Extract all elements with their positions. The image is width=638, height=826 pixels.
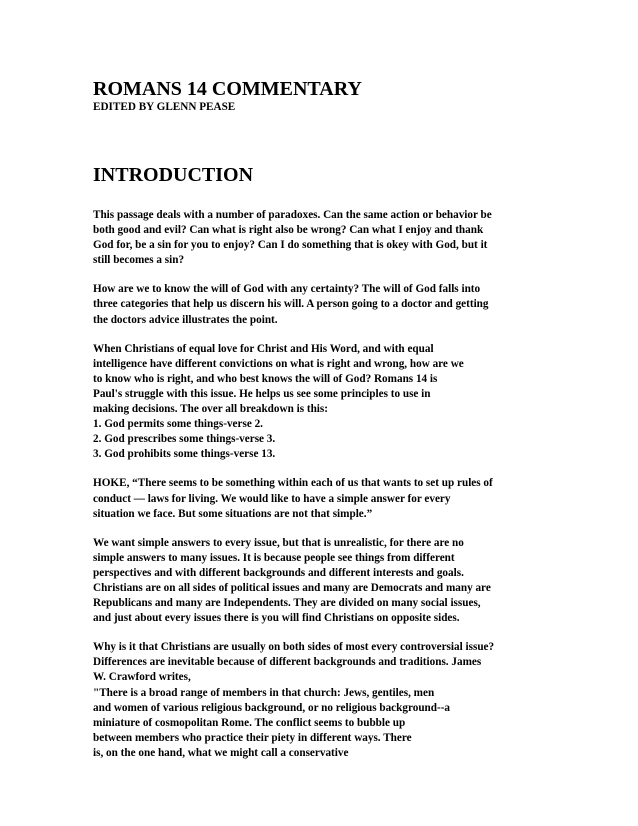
section-heading-introduction: INTRODUCTION xyxy=(93,164,254,186)
text-line: and just about every issues there is you will find Christians on opposite sides. xyxy=(93,612,460,625)
text-line: the doctors advice illustrates the point. xyxy=(93,313,278,326)
text-line: How are we to know the will of God with any certainty? The will of God falls into xyxy=(93,283,481,296)
list-item: 2. God prescribes some things-verse 3. xyxy=(93,433,276,446)
text-line: three categories that help us discern his will. A person going to a doctor and getting xyxy=(93,298,489,311)
text-line: simple answers to many issues. It is because people see things from different xyxy=(93,551,455,564)
text-line: Differences are inevitable because of different backgrounds and traditions. James xyxy=(93,656,482,669)
text-line: When Christians of equal love for Christ and His Word, and with equal xyxy=(93,342,434,355)
text-line: intelligence have different convictions on what is right and wrong, how are we xyxy=(93,357,464,370)
quote-line: is, on the one hand, what we might call a conservative xyxy=(93,746,349,759)
text-line: HOKE, “There seems to be something within each of us that wants to set up rules of xyxy=(93,477,493,490)
text-line: Paul's struggle with this issue. He helps us see some principles to use in xyxy=(93,387,431,400)
text-line: still becomes a sin? xyxy=(93,254,185,267)
paragraph xyxy=(93,208,553,268)
quote-line: and women of various religious background, or no religious background--a xyxy=(93,701,451,714)
text-line: Republicans and many are Independents. They are divided on many social issues, xyxy=(93,597,481,610)
document-title: ROMANS 14 COMMENTARY xyxy=(93,78,362,100)
text-line: Christians are on all sides of political issues and many are Democrats and many are xyxy=(93,581,491,594)
quote-line: between members who practice their piety in different ways. There xyxy=(93,731,412,744)
quote-line: "There is a broad range of members in that church: Jews, gentiles, men xyxy=(93,686,435,699)
document-subtitle: EDITED BY GLENN PEASE xyxy=(93,101,236,113)
text-line: to know who is right, and who best knows the will of God? Romans 14 is xyxy=(93,372,438,385)
paragraph xyxy=(93,640,553,761)
text-line: both good and evil? Can what is right also be wrong? Can what I enjoy and thank xyxy=(93,224,484,237)
list-item: 3. God prohibits some things-verse 13. xyxy=(93,448,276,461)
paragraph xyxy=(93,536,553,627)
text-line: situation we face. But some situations are not that simple.” xyxy=(93,507,373,520)
list-item: 1. God permits some things-verse 2. xyxy=(93,418,263,431)
text-line: Why is it that Christians are usually on both sides of most every controversial issue? xyxy=(93,641,495,654)
text-line: This passage deals with a number of paradoxes. Can the same action or behavior be xyxy=(93,209,492,221)
quote-line: miniature of cosmopolitan Rome. The conflict seems to bubble up xyxy=(93,716,406,729)
text-line: W. Crawford writes, xyxy=(93,671,191,684)
text-line: God for, be a sin for you to enjoy? Can I do something that is okey with God, but it xyxy=(93,239,488,252)
text-line: making decisions. The over all breakdown is this: xyxy=(93,403,328,416)
document-body xyxy=(93,208,553,775)
paragraph xyxy=(93,342,553,463)
paragraph xyxy=(93,282,553,327)
paragraph xyxy=(93,476,553,521)
text-line: perspectives and with different backgrounds and different interests and goals. xyxy=(93,566,464,579)
text-line: We want simple answers to every issue, but that is unrealistic, for there are no xyxy=(93,536,464,549)
text-line: conduct — laws for living. We would like to have a simple answer for every xyxy=(93,492,451,505)
